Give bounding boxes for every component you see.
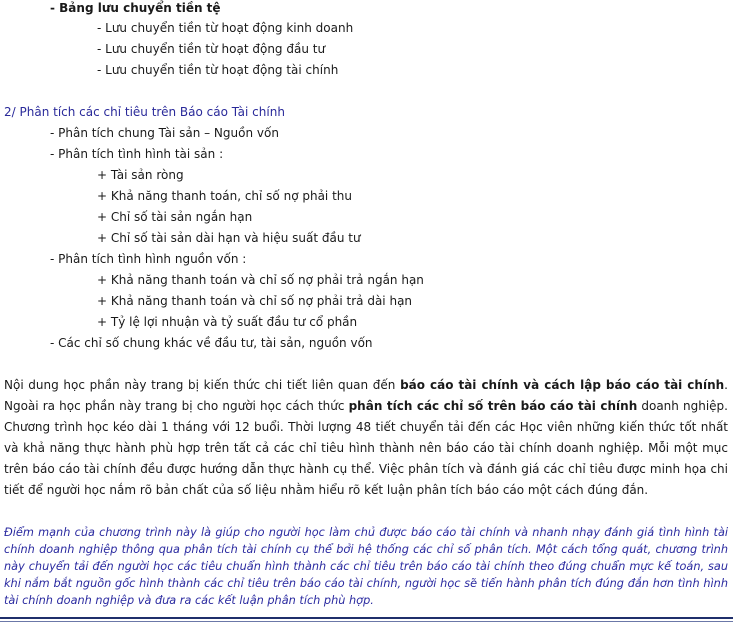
content-bold: báo cáo tài chính và cách lập báo cáo tài chính xyxy=(400,378,725,392)
capital-item: + Tỷ lệ lợi nhuận và tỷ suất đầu tư cổ phần xyxy=(97,315,358,329)
content-text: . Ngoài ra học phần này trang bị cho người học cách thức xyxy=(4,378,728,413)
capital-item: + Khả năng thanh toán và chỉ số nợ phải trả ngắn hạn xyxy=(97,273,424,287)
content-bold: phân tích các chỉ số trên báo cáo tài chính xyxy=(348,399,638,413)
capital-analysis-label: - Phân tích tình hình nguồn vốn : xyxy=(50,252,247,266)
content-text: Nội dung học phần này trang bị kiến thức chi tiết liên quan đến xyxy=(4,378,401,392)
cash-flow-item: - Lưu chuyển tiền từ hoạt động kinh doanh xyxy=(97,21,354,35)
content-paragraph xyxy=(4,375,728,501)
content-text: doanh nghiệp. Chương trình học kéo dài 1 tháng với 12 buổi. Thời lượng 48 tiết chuyển tải đến các Học viên những kiến thức tốt nhất và khả năng thực hành phù hợp trên tất cả các chỉ tiêu hình thành nên báo cáo tài chính doanh nghiệp. Mỗi một mục trên báo cáo tài chính đều được hướng dẫn thực hành cụ thể. Việc phân tích và đánh giá các chỉ tiêu được minh họa chi tiết để người học nắm rõ bản chất của số liệu nhằm hiểu rõ kết luận phân tích báo cáo một cách đúng đắn. xyxy=(4,399,728,497)
bottom-rule xyxy=(0,617,733,619)
general-analysis: - Phân tích chung Tài sản – Nguồn vốn xyxy=(50,126,279,140)
assets-item: + Khả năng thanh toán, chỉ số nợ phải thu xyxy=(97,189,352,203)
other-indicators: - Các chỉ số chung khác về đầu tư, tài sản, nguồn vốn xyxy=(50,336,373,350)
bottom-rule-thin xyxy=(0,621,733,622)
assets-item: + Tài sản ròng xyxy=(97,168,184,182)
cash-flow-item: - Lưu chuyển tiền từ hoạt động đầu tư xyxy=(97,42,326,56)
capital-item: + Khả năng thanh toán và chỉ số nợ phải trả dài hạn xyxy=(97,294,413,308)
section-heading: 2/ Phân tích các chỉ tiêu trên Báo cáo Tài chính xyxy=(4,105,285,119)
cash-flow-item: - Lưu chuyển tiền từ hoạt động tài chính xyxy=(97,63,339,77)
assets-analysis-label: - Phân tích tình hình tài sản : xyxy=(50,147,224,161)
cash-flow-title: - Bảng lưu chuyển tiền tệ xyxy=(50,1,221,15)
strength-paragraph: Điểm mạnh của chương trình này là giúp cho người học làm chủ được báo cáo tài chính và nhanh nhạy đánh giá tình hình tài chính doanh nghiệp thông qua phân tích tài chính cụ thể bởi hệ thống các chỉ số phân tích. Một cách tổng quát, chương trình này chuyển tải đến người học các tiêu chuẩn hình thành các chỉ tiêu trên báo cáo tài chính theo đúng chuẩn mực kế toán, sau khi nắm bắt nguồn gốc hình thành các chỉ tiêu trên báo cáo tài chính, người học sẽ tiến hành phân tích đúng đắn hơn tình hình tài chính doanh nghiệp và đưa ra các kết luận phân tích phù hợp. xyxy=(4,526,728,607)
assets-item: + Chỉ số tài sản dài hạn và hiệu suất đầu tư xyxy=(97,231,361,245)
assets-item: + Chỉ số tài sản ngắn hạn xyxy=(97,210,253,224)
